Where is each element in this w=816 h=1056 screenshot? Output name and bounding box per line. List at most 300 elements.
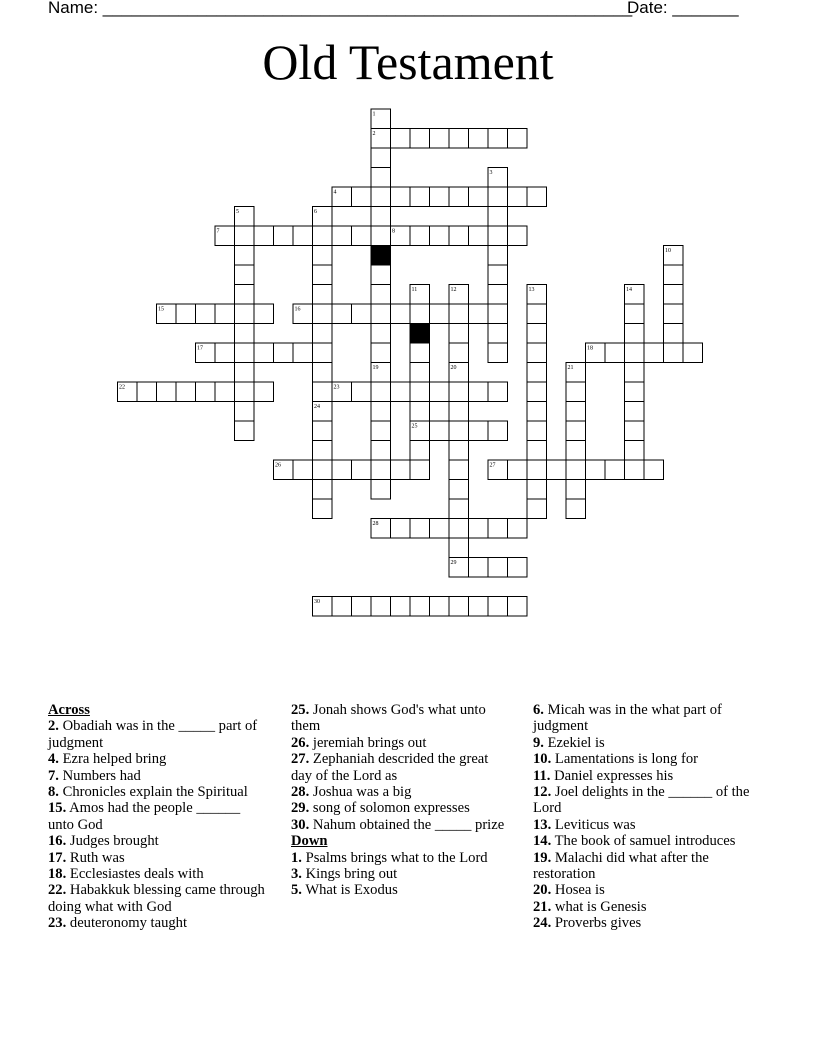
grid-cell[interactable] bbox=[371, 168, 391, 188]
grid-cell[interactable] bbox=[254, 226, 274, 246]
grid-cell[interactable] bbox=[469, 597, 489, 617]
clue-down-20 bbox=[533, 882, 753, 898]
grid-cell[interactable] bbox=[488, 558, 508, 578]
grid-number-30: 30 bbox=[314, 599, 320, 605]
grid-cell[interactable] bbox=[410, 226, 430, 246]
clue-number: 28. bbox=[291, 784, 310, 801]
grid-cell[interactable] bbox=[508, 558, 528, 578]
grid-cell[interactable] bbox=[274, 226, 294, 246]
clue-text: Numbers had bbox=[58, 767, 141, 784]
grid-cell[interactable] bbox=[274, 343, 294, 363]
grid-cell[interactable] bbox=[352, 304, 372, 324]
grid-number-22: 22 bbox=[119, 384, 125, 391]
grid-cell[interactable] bbox=[527, 343, 547, 363]
grid-cell[interactable] bbox=[527, 363, 547, 383]
grid-cell[interactable] bbox=[664, 285, 684, 305]
grid-cell[interactable] bbox=[235, 421, 255, 441]
grid-cell[interactable] bbox=[430, 382, 450, 402]
grid-cell[interactable] bbox=[488, 187, 508, 207]
grid-number-3: 3 bbox=[489, 170, 493, 176]
grid-cell[interactable] bbox=[469, 187, 489, 207]
grid-cell[interactable] bbox=[527, 402, 547, 422]
grid-cell[interactable] bbox=[449, 382, 469, 402]
grid-cell[interactable] bbox=[527, 480, 547, 500]
grid-cell[interactable] bbox=[430, 597, 450, 617]
clue-text: Joshua was a big bbox=[309, 784, 412, 801]
clue-text: Lamentations is long for bbox=[551, 751, 698, 768]
clue-number: 8. bbox=[48, 784, 59, 801]
clue-text: deuteronomy taught bbox=[66, 915, 188, 932]
grid-cell[interactable] bbox=[313, 480, 333, 500]
grid-cell[interactable] bbox=[449, 129, 469, 149]
clue-text: Psalms brings what to the Lord bbox=[301, 849, 488, 866]
grid-cell[interactable] bbox=[332, 304, 352, 324]
date-field[interactable]: Date: _______ bbox=[627, 0, 739, 17]
grid-number-25: 25 bbox=[411, 423, 418, 430]
grid-cell[interactable] bbox=[625, 421, 645, 441]
grid-cell[interactable] bbox=[625, 363, 645, 383]
grid-cell[interactable] bbox=[293, 343, 313, 363]
clue-down-1 bbox=[291, 850, 511, 866]
grid-cell[interactable] bbox=[293, 460, 313, 480]
grid-cell[interactable] bbox=[371, 480, 391, 500]
grid-cell[interactable] bbox=[508, 597, 528, 617]
grid-cell[interactable] bbox=[449, 304, 469, 324]
grid-cell[interactable] bbox=[430, 226, 450, 246]
grid-cell[interactable] bbox=[352, 226, 372, 246]
grid-number-13: 13 bbox=[528, 287, 535, 293]
grid-cell[interactable] bbox=[469, 226, 489, 246]
grid-cell[interactable] bbox=[449, 499, 469, 519]
grid-cell[interactable] bbox=[313, 421, 333, 441]
clues-column-1 bbox=[48, 702, 268, 932]
grid-cell[interactable] bbox=[625, 460, 645, 480]
grid-cell[interactable] bbox=[488, 207, 508, 227]
clue-across-8 bbox=[48, 784, 268, 800]
grid-number-29: 29 bbox=[450, 560, 457, 566]
clue-across-29 bbox=[291, 800, 511, 816]
grid-number-5: 5 bbox=[236, 209, 239, 215]
clue-text: what is Genesis bbox=[551, 898, 647, 915]
grid-cell[interactable] bbox=[371, 187, 391, 207]
grid-cell[interactable] bbox=[527, 304, 547, 324]
grid-cell[interactable] bbox=[176, 304, 196, 324]
clue-number: 23. bbox=[48, 915, 67, 932]
grid-cell[interactable] bbox=[664, 265, 684, 285]
clue-text: Habakkuk blessing came through doing what with God bbox=[48, 882, 265, 915]
clue-number: 4. bbox=[48, 751, 59, 768]
grid-cell[interactable] bbox=[254, 382, 274, 402]
grid-cell[interactable] bbox=[371, 343, 391, 363]
grid-cell[interactable] bbox=[488, 343, 508, 363]
clue-number: 2. bbox=[48, 718, 59, 735]
grid-cell[interactable] bbox=[488, 597, 508, 617]
grid-cell[interactable] bbox=[391, 187, 411, 207]
grid-cell[interactable] bbox=[371, 304, 391, 324]
grid-cell[interactable] bbox=[235, 363, 255, 383]
grid-cell[interactable] bbox=[313, 304, 333, 324]
grid-cell[interactable] bbox=[410, 597, 430, 617]
clue-number: 1. bbox=[291, 849, 302, 866]
grid-cell[interactable] bbox=[235, 246, 255, 266]
clue-across-4 bbox=[48, 751, 268, 767]
clue-across-16 bbox=[48, 833, 268, 849]
grid-cell[interactable] bbox=[664, 324, 684, 344]
grid-cell[interactable] bbox=[352, 187, 372, 207]
grid-number-7: 7 bbox=[216, 228, 220, 235]
grid-cell[interactable] bbox=[410, 519, 430, 539]
grid-cell[interactable] bbox=[157, 382, 177, 402]
grid-cell[interactable] bbox=[410, 187, 430, 207]
grid-cell[interactable] bbox=[488, 421, 508, 441]
grid-cell[interactable] bbox=[313, 324, 333, 344]
grid-cell[interactable] bbox=[371, 441, 391, 461]
grid-cell[interactable] bbox=[196, 382, 216, 402]
name-field[interactable]: Name: ________________________________________________________ bbox=[48, 0, 633, 17]
grid-cell[interactable] bbox=[449, 480, 469, 500]
grid-cell[interactable] bbox=[371, 285, 391, 305]
grid-cell[interactable] bbox=[449, 441, 469, 461]
grid-cell[interactable] bbox=[313, 285, 333, 305]
grid-cell[interactable] bbox=[235, 343, 255, 363]
clue-down-21 bbox=[533, 899, 753, 915]
clue-number: 14. bbox=[533, 833, 552, 850]
clue-text: Malachi did what after the restoration bbox=[533, 849, 709, 883]
grid-cell[interactable] bbox=[625, 402, 645, 422]
grid-cell[interactable] bbox=[410, 402, 430, 422]
clue-text: Nahum obtained the _____ prize bbox=[309, 816, 505, 833]
grid-number-9: 9 bbox=[372, 248, 376, 254]
grid-cell[interactable] bbox=[566, 382, 586, 402]
grid-cell[interactable] bbox=[449, 343, 469, 363]
grid-number-16: 16 bbox=[294, 306, 301, 313]
grid-cell[interactable] bbox=[371, 207, 391, 227]
grid-cell[interactable] bbox=[547, 460, 567, 480]
grid-cell[interactable] bbox=[566, 460, 586, 480]
grid-cell[interactable] bbox=[644, 343, 664, 363]
clue-text: Ecclesiastes deals with bbox=[66, 866, 204, 883]
grid-cell[interactable] bbox=[469, 519, 489, 539]
clue-text: Leviticus was bbox=[551, 816, 636, 833]
clue-text: Chronicles explain the Spiritual bbox=[58, 784, 248, 801]
grid-number-21: 21 bbox=[567, 365, 574, 371]
grid-number-23: 23 bbox=[333, 384, 340, 391]
grid-cell[interactable] bbox=[215, 304, 235, 324]
grid-cell[interactable] bbox=[410, 460, 430, 480]
clue-down-5 bbox=[291, 882, 511, 898]
grid-cell[interactable] bbox=[332, 460, 352, 480]
grid-cell[interactable] bbox=[352, 460, 372, 480]
clue-down-19 bbox=[533, 850, 753, 883]
grid-cell[interactable] bbox=[371, 226, 391, 246]
clue-number: 21. bbox=[533, 898, 552, 915]
grid-cell[interactable] bbox=[371, 421, 391, 441]
clue-text: song of solomon expresses bbox=[309, 800, 470, 817]
clue-text: jeremiah brings out bbox=[309, 734, 427, 751]
grid-number-1: 1 bbox=[372, 111, 376, 118]
clue-across-22 bbox=[48, 882, 268, 915]
grid-cell[interactable] bbox=[313, 343, 333, 363]
grid-cell[interactable] bbox=[391, 519, 411, 539]
grid-cell[interactable] bbox=[664, 343, 684, 363]
grid-cell[interactable] bbox=[625, 343, 645, 363]
clue-across-18 bbox=[48, 866, 268, 882]
grid-cell[interactable] bbox=[527, 441, 547, 461]
grid-cell[interactable] bbox=[527, 382, 547, 402]
clue-down-10 bbox=[533, 751, 753, 767]
grid-cell[interactable] bbox=[625, 441, 645, 461]
clue-number: 29. bbox=[291, 800, 310, 817]
grid-cell[interactable] bbox=[566, 421, 586, 441]
grid-number-10: 10 bbox=[665, 248, 671, 254]
grid-cell[interactable] bbox=[469, 129, 489, 149]
clue-number: 6. bbox=[533, 702, 544, 718]
grid-number-17: 17 bbox=[197, 345, 203, 352]
grid-cell[interactable] bbox=[410, 382, 430, 402]
grid-cell[interactable] bbox=[566, 402, 586, 422]
grid-cell[interactable] bbox=[430, 519, 450, 539]
grid-cell[interactable] bbox=[371, 382, 391, 402]
grid-cell[interactable] bbox=[293, 226, 313, 246]
grid-cell[interactable] bbox=[371, 324, 391, 344]
grid-cell[interactable] bbox=[235, 382, 255, 402]
grid-cell[interactable] bbox=[410, 129, 430, 149]
grid-cell[interactable] bbox=[449, 538, 469, 558]
grid-cell[interactable] bbox=[430, 187, 450, 207]
grid-cell[interactable] bbox=[605, 460, 625, 480]
grid-cell[interactable] bbox=[488, 304, 508, 324]
grid-cell[interactable] bbox=[410, 304, 430, 324]
grid-cell[interactable] bbox=[196, 304, 216, 324]
grid-number-8: 8 bbox=[392, 228, 395, 235]
grid-cell[interactable] bbox=[254, 304, 274, 324]
grid-cell[interactable] bbox=[644, 460, 664, 480]
grid-cell[interactable] bbox=[527, 421, 547, 441]
grid-cell[interactable] bbox=[449, 402, 469, 422]
clue-text: The book of samuel introduces bbox=[551, 833, 736, 850]
clue-number: 18. bbox=[48, 866, 67, 883]
grid-cell[interactable] bbox=[410, 441, 430, 461]
grid-cell[interactable] bbox=[235, 304, 255, 324]
clue-text: Hosea is bbox=[551, 882, 605, 899]
grid-cell[interactable] bbox=[566, 499, 586, 519]
clue-text: What is Exodus bbox=[301, 882, 398, 899]
grid-cell[interactable] bbox=[235, 226, 255, 246]
clue-number: 19. bbox=[533, 849, 552, 866]
clue-text: Obadiah was in the _____ part of judgment bbox=[48, 718, 258, 751]
clue-number: 12. bbox=[533, 784, 552, 801]
grid-cell[interactable] bbox=[371, 460, 391, 480]
grid-cell[interactable] bbox=[469, 304, 489, 324]
grid-number-11: 11 bbox=[411, 287, 418, 293]
clue-down-13 bbox=[533, 817, 753, 833]
grid-cell[interactable] bbox=[508, 460, 528, 480]
grid-cell[interactable] bbox=[371, 148, 391, 168]
clue-number: 5. bbox=[291, 882, 302, 899]
grid-black-square bbox=[410, 324, 430, 344]
clue-number: 10. bbox=[533, 751, 552, 768]
grid-number-26: 26 bbox=[275, 462, 281, 469]
clue-across-7 bbox=[48, 768, 268, 784]
grid-number-12: 12 bbox=[450, 287, 457, 293]
grid-cell[interactable] bbox=[488, 246, 508, 266]
grid-cell[interactable] bbox=[371, 597, 391, 617]
grid-cell[interactable] bbox=[605, 343, 625, 363]
grid-cell[interactable] bbox=[449, 460, 469, 480]
grid-cell[interactable] bbox=[488, 265, 508, 285]
grid-cell[interactable] bbox=[410, 343, 430, 363]
grid-cell[interactable] bbox=[176, 382, 196, 402]
grid-number-15: 15 bbox=[158, 306, 164, 313]
grid-cell[interactable] bbox=[527, 499, 547, 519]
grid-cell[interactable] bbox=[215, 343, 235, 363]
grid-cell[interactable] bbox=[391, 382, 411, 402]
clue-text: Micah was in the what part of judgment bbox=[533, 702, 722, 735]
grid-cell[interactable] bbox=[449, 324, 469, 344]
grid-cell[interactable] bbox=[235, 402, 255, 422]
grid-cell[interactable] bbox=[352, 597, 372, 617]
grid-cell[interactable] bbox=[410, 363, 430, 383]
grid-number-28: 28 bbox=[372, 521, 379, 527]
grid-cell[interactable] bbox=[625, 382, 645, 402]
page-title: Old Testament bbox=[262, 34, 554, 90]
clue-text: Zephaniah descrided the great day of the Lord as bbox=[291, 751, 489, 784]
grid-cell[interactable] bbox=[683, 343, 703, 363]
grid-cell[interactable] bbox=[235, 324, 255, 344]
clue-text: Daniel expresses his bbox=[550, 767, 674, 784]
down-heading: Down bbox=[291, 833, 328, 850]
grid-cell[interactable] bbox=[625, 304, 645, 324]
grid-number-6: 6 bbox=[314, 209, 317, 215]
grid-number-20: 20 bbox=[450, 365, 457, 371]
clues-column-2 bbox=[291, 702, 511, 899]
clue-number: 24. bbox=[533, 915, 552, 932]
clue-number: 16. bbox=[48, 833, 67, 850]
clue-text: Ezekiel is bbox=[543, 734, 605, 751]
grid-cell[interactable] bbox=[313, 265, 333, 285]
clue-number: 11. bbox=[533, 767, 551, 784]
grid-cell[interactable] bbox=[371, 402, 391, 422]
grid-cell[interactable] bbox=[313, 226, 333, 246]
grid-cell[interactable] bbox=[488, 285, 508, 305]
grid-cell[interactable] bbox=[254, 343, 274, 363]
clue-down-9 bbox=[533, 735, 753, 751]
grid-cell[interactable] bbox=[508, 226, 528, 246]
clue-down-11 bbox=[533, 768, 753, 784]
grid-cell[interactable] bbox=[469, 558, 489, 578]
clue-text: Joel delights in the ______ of the Lord bbox=[533, 784, 750, 817]
grid-cell[interactable] bbox=[391, 129, 411, 149]
grid-cell[interactable] bbox=[469, 382, 489, 402]
grid-cell[interactable] bbox=[235, 285, 255, 305]
clue-number: 26. bbox=[291, 734, 310, 751]
grid-cell[interactable] bbox=[313, 246, 333, 266]
clue-down-12 bbox=[533, 784, 753, 817]
grid-cell[interactable] bbox=[508, 129, 528, 149]
clue-number: 27. bbox=[291, 751, 310, 768]
grid-cell[interactable] bbox=[527, 460, 547, 480]
grid-cell[interactable] bbox=[313, 363, 333, 383]
grid-cell[interactable] bbox=[527, 187, 547, 207]
grid-cell[interactable] bbox=[313, 499, 333, 519]
grid-cell[interactable] bbox=[566, 480, 586, 500]
clue-across-25 bbox=[291, 702, 511, 735]
grid-cell[interactable] bbox=[391, 460, 411, 480]
clue-down-3 bbox=[291, 866, 511, 882]
clue-text: Amos had the people ______ unto God bbox=[48, 800, 241, 833]
grid-cell[interactable] bbox=[566, 441, 586, 461]
grid-cell[interactable] bbox=[625, 324, 645, 344]
grid-cell[interactable] bbox=[215, 382, 235, 402]
clue-number: 22. bbox=[48, 882, 67, 899]
grid-cell[interactable] bbox=[137, 382, 157, 402]
clue-text: Ruth was bbox=[66, 849, 125, 866]
clue-number: 7. bbox=[48, 767, 59, 784]
grid-cell[interactable] bbox=[488, 226, 508, 246]
grid-cell[interactable] bbox=[391, 597, 411, 617]
grid-cell[interactable] bbox=[430, 304, 450, 324]
grid-cell[interactable] bbox=[449, 421, 469, 441]
grid-cell[interactable] bbox=[508, 519, 528, 539]
grid-cell[interactable] bbox=[313, 441, 333, 461]
clue-across-17 bbox=[48, 850, 268, 866]
grid-cell[interactable] bbox=[235, 265, 255, 285]
clue-number: 17. bbox=[48, 849, 67, 866]
clue-down-6 bbox=[533, 702, 753, 735]
grid-number-27: 27 bbox=[489, 462, 496, 469]
grid-cell[interactable] bbox=[449, 597, 469, 617]
grid-cell[interactable] bbox=[586, 460, 606, 480]
grid-cell[interactable] bbox=[469, 421, 489, 441]
grid-cell[interactable] bbox=[449, 226, 469, 246]
grid-cell[interactable] bbox=[430, 421, 450, 441]
clue-number: 25. bbox=[291, 702, 310, 718]
clue-text: Proverbs gives bbox=[551, 915, 642, 932]
grid-cell[interactable] bbox=[352, 382, 372, 402]
grid-cell[interactable] bbox=[488, 382, 508, 402]
grid-cell[interactable] bbox=[449, 187, 469, 207]
grid-cell[interactable] bbox=[391, 304, 411, 324]
clue-text: Kings bring out bbox=[301, 866, 398, 883]
grid-cell[interactable] bbox=[664, 304, 684, 324]
grid-cell[interactable] bbox=[488, 129, 508, 149]
clue-number: 9. bbox=[533, 734, 544, 751]
clue-down-24 bbox=[533, 915, 753, 931]
clue-down-14 bbox=[533, 833, 753, 849]
grid-cell[interactable] bbox=[313, 460, 333, 480]
grid-cell[interactable] bbox=[508, 187, 528, 207]
grid-cell[interactable] bbox=[313, 382, 333, 402]
clue-text: Jonah shows God's what unto them bbox=[291, 702, 486, 735]
grid-number-18: 18 bbox=[587, 345, 593, 352]
grid-number-2: 2 bbox=[372, 131, 376, 137]
grid-number-19: 19 bbox=[372, 365, 379, 371]
clue-number: 20. bbox=[533, 882, 552, 899]
grid-cell[interactable] bbox=[430, 129, 450, 149]
clue-across-30 bbox=[291, 817, 511, 833]
clue-number: 15. bbox=[48, 800, 67, 817]
grid-cell[interactable] bbox=[332, 226, 352, 246]
grid-cell[interactable] bbox=[449, 519, 469, 539]
grid-cell[interactable] bbox=[332, 597, 352, 617]
grid-number-14: 14 bbox=[626, 287, 632, 293]
grid-cell[interactable] bbox=[488, 324, 508, 344]
grid-cell[interactable] bbox=[488, 519, 508, 539]
clue-text: Judges brought bbox=[66, 833, 159, 850]
grid-cell[interactable] bbox=[527, 324, 547, 344]
clue-number: 30. bbox=[291, 816, 310, 833]
grid-cell[interactable] bbox=[371, 265, 391, 285]
